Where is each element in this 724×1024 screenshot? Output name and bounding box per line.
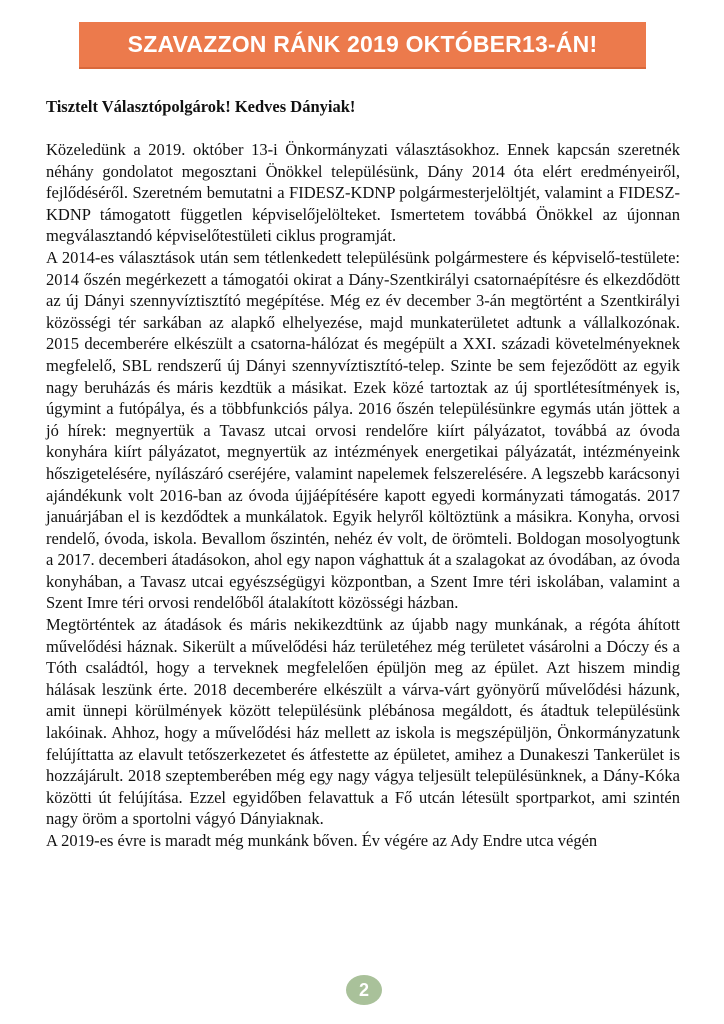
banner-title: SZAVAZZON RÁNK 2019 OKTÓBER13-ÁN! <box>127 31 598 57</box>
paragraph-2: A 2014-es választások után sem tétlenkedett településünk polgármestere és képviselő-testülete: 2014 őszén megérkezett a támogatói okirat a Dány-Szentkirályi csatornaépítésre és elkezdődött az új Dányi szennyvíztisztító megépítése. Még ez év december 3-án megtörtént a Szentkirályi közösségi tér sarkában az alapkő elhelyezése, majd munkaterületet adtunk a vállalkozónak. 2015 decemberére elkészült a csatorna-hálózat és megépült a XXI. századi követelményeknek megfelelő, SBL rendszerű új Dányi szennyvíztisztító-telep. Szinte be sem fejeződött az egyik nagy beruházás és máris kezdtük a másikat. Ezek közé tartoztak az új sportlétesítmények is, úgymint a futópálya, és a többfunkciós pálya. 2016 őszén településünkre egymás után jöttek a jó hírek: megnyertük a Tavasz utcai orvosi rendelőre kiírt pályázatot, továbbá az óvoda konyhára kiírt pályázatot, megnyertük az intézmények energetikai pályázatát, intézményeink hőszigetelésére, nyílászáró cseréjére, valamint napelemek felszerelésére. A legszebb karácsonyi ajándékunk volt 2016-ban az óvoda újjáépítésére kapott egyedi kormányzati támogatás. 2017 januárjában el is kezdődtek a munkálatok. Egyik helyről költöztünk a másikra. Konyha, orvosi rendelő, óvoda, iskola. Bevallom őszintén, nehéz év volt, de örömteli. Boldogan mosolyogtunk a 2017. decemberi átadásokon, ahol egy napon vághattuk át a szalagokat az óvodában, az óvoda konyhában, a Tavasz utcai egyészségügyi központban, a Szent Imre téri iskolában, valamint a Szent Imre téri orvosi rendelőből átalakított közösségi házban. <box>46 247 680 613</box>
letter-body <box>46 96 680 852</box>
paragraph-1: Közeledünk a 2019. október 13-i Önkormányzati választásokhoz. Ennek kapcsán szeretnék néhány gondolatot megosztani Önökkel településünk, Dány 2014 óta elért eredményeiről, fejlődéséről. Szeretném bemutatni a FIDESZ-KDNP polgármesterjelöltjét, valamint a FIDESZ-KDNP támogatott független képviselőjelölteket. Ismertetem továbbá Önökkel az újonnan megválasztandó képviselőtestületi ciklus programját. <box>46 140 680 246</box>
page-number-badge <box>346 975 382 1005</box>
campaign-banner <box>79 22 646 67</box>
page-number: 2 <box>358 979 369 1000</box>
letter-greeting: Tisztelt Választópolgárok! Kedves Dányiak! <box>46 97 356 116</box>
paragraph-3: Megtörténtek az átadások és máris nekikezdtünk az újabb nagy munkának, a régóta áhított művelődési háznak. Sikerült a művelődési ház területéhez még területet vásárolni a Dóczy és a Tóth családtól, hogy a terveknek megfelelően épüljön meg az épület. Azt hiszem mindig hálásak leszünk érte. 2018 decemberére elkészült a várva-várt gyönyörű művelődési házunk, amit ünnepi körülmények között településünk plébánosa megáldott, és átadtuk településünk lakóinak. Ahhoz, hogy a művelődési ház mellett az iskola is megszépüljön, Önkormányzatunk felújíttatta az elavult tetőszerkezetet és átfestette az épületet, amihez a Dunakeszi Tankerület is hozzájárult. 2018 szeptemberében még egy nagy vágya teljesült településünknek, a Dány-Kóka közötti út felújítása. Ezzel egyidőben felavattuk a Fő utcán létesült sportparkot, ami szintén nagy öröm a sportolni vágyó Dányiaknak. <box>46 615 680 829</box>
paragraph-4: A 2019-es évre is maradt még munkánk bőven. Év végére az Ady Endre utca végén <box>46 831 598 850</box>
